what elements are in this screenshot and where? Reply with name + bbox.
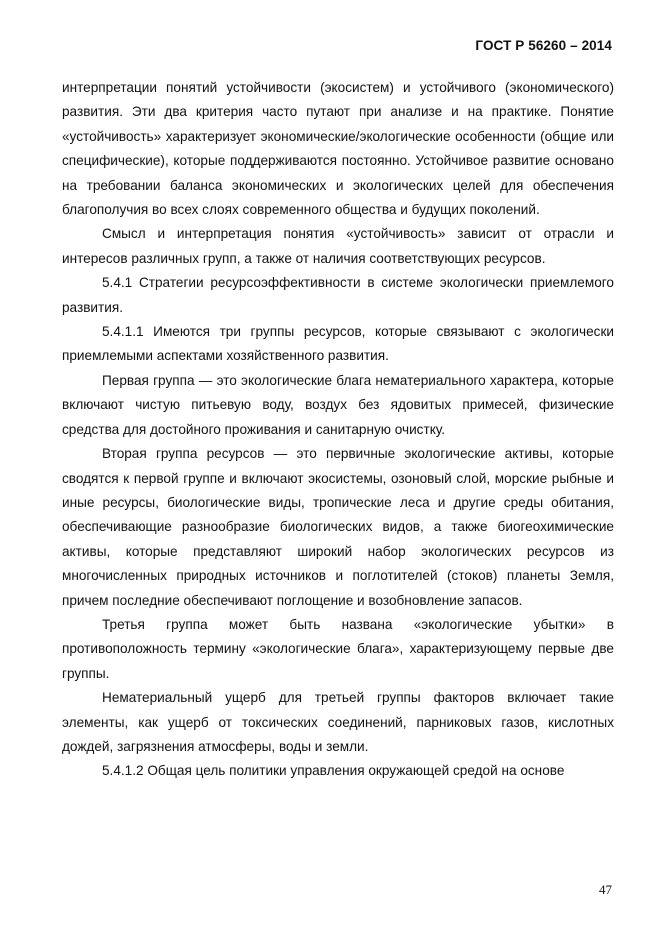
document-header-standard: ГОСТ Р 56260 – 2014 <box>475 38 612 53</box>
document-body <box>62 76 614 784</box>
paragraph-5-4-1-1: 5.4.1.1 Имеются три группы ресурсов, которые связывают с экологически приемлемыми аспектами хозяйственного развития. <box>62 324 614 364</box>
paragraph-5-4-1-2: 5.4.1.2 Общая цель политики управления окружающей средой на основе <box>102 763 565 779</box>
paragraph: Вторая группа ресурсов — это первичные экологические активы, которые сводятся к первой группе и включают экосистемы, озоновый слой, морские рыбные и иные ресурсы, биологические виды, тропические леса и другие среды обитания, обеспечивающие разнообразие биологических видов, а также биогеохимические активы, которые представляют широкий набор экологических ресурсов из многочисленных природных источников и поглотителей (стоков) планеты Земля, причем последние обеспечивают поглощение и возобновление запасов. <box>62 446 614 608</box>
page-number: 47 <box>599 882 612 897</box>
paragraph-continuation: интерпретации понятий устойчивости (экосистем) и устойчивого (экономического) развития. Эти два критерия часто путают при анализе и на практике. Понятие «устойчивость» характеризует экономические/экологические особенности (общие или специфические), которые поддерживаются постоянно. Устойчивое развитие основано на требовании баланса экономических и экологических целей для обеспечения благополучия во всех слоях современного общества и будущих поколений. <box>62 80 614 218</box>
paragraph: Первая группа — это экологические блага нематериального характера, которые включают чистую питьевую воду, воздух без ядовитых примесей, физические средства для достойного проживания и санитарную очистку. <box>62 372 614 437</box>
paragraph: Третья группа может быть названа «экологические убытки» в противоположность термину «экологические блага», характеризующему первые две группы. <box>62 616 614 681</box>
paragraph: Смысл и интерпретация понятия «устойчивость» зависит от отрасли и интересов различных групп, а также от наличия соответствующих ресурсов. <box>62 226 614 266</box>
paragraph: Нематериальный ущерб для третьей группы факторов включает такие элементы, как ущерб от токсических соединений, парниковых газов, кислотных дождей, загрязнения атмосферы, воды и земли. <box>62 690 614 754</box>
section-heading-5-4-1: 5.4.1 Стратегии ресурсоэффективности в системе экологически приемлемого развития. <box>62 275 614 315</box>
